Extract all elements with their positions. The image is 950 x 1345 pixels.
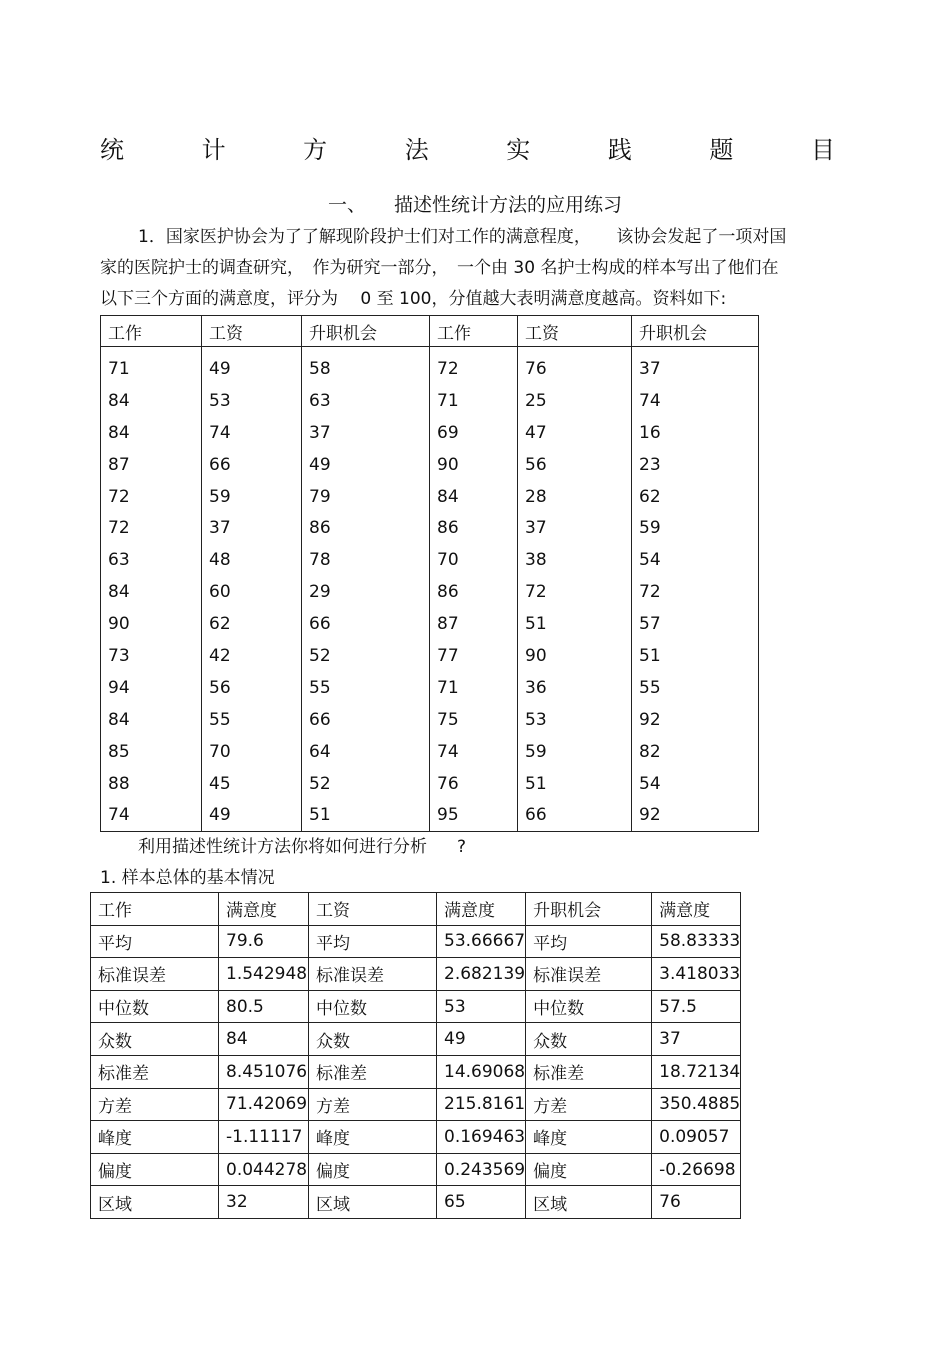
table-cell: 75 [430, 704, 518, 736]
table-cell: 90 [101, 608, 202, 640]
table-cell: 53.66667 [437, 925, 526, 958]
header-cell: 工资 [518, 316, 632, 347]
table-cell: 88 [101, 768, 202, 800]
table-cell: 51 [302, 799, 430, 831]
header-cell: 工作 [101, 316, 202, 347]
table-row [91, 1186, 741, 1219]
title-char: 实 [506, 136, 531, 164]
table-cell: 方差 [526, 1088, 652, 1121]
table-cell: 70 [430, 544, 518, 576]
table-cell: 84 [430, 481, 518, 513]
header-cell: 满意度 [437, 893, 526, 926]
table-cell: 66 [202, 449, 302, 481]
table-header-row [101, 316, 759, 347]
table-cell: 72 [632, 576, 759, 608]
table-cell: 92 [632, 799, 759, 831]
table-cell: 55 [632, 672, 759, 704]
table-cell: 62 [632, 481, 759, 513]
title-char: 目 [810, 136, 835, 164]
document-title [100, 130, 835, 165]
table-row [101, 640, 759, 672]
table-cell: 215.8161 [437, 1088, 526, 1121]
table-cell: 中位数 [526, 990, 652, 1023]
table-cell: 区域 [526, 1186, 652, 1219]
table-cell: 74 [101, 799, 202, 831]
table-row [91, 1121, 741, 1154]
table-row [101, 512, 759, 544]
table-cell: 82 [632, 736, 759, 768]
section-heading [0, 190, 950, 217]
table-cell: 37 [518, 512, 632, 544]
table-cell: 38 [518, 544, 632, 576]
table-cell: 57.5 [652, 990, 741, 1023]
table-cell: 23 [632, 449, 759, 481]
table-cell: 53 [437, 990, 526, 1023]
table-cell: 峰度 [91, 1121, 219, 1154]
table-cell: 方差 [309, 1088, 437, 1121]
table-cell: 53 [518, 704, 632, 736]
table-cell: 55 [302, 672, 430, 704]
table-cell: 86 [430, 576, 518, 608]
table-row [91, 1153, 741, 1186]
table-cell: 52 [302, 768, 430, 800]
table-cell: 86 [430, 512, 518, 544]
table-cell: 标准差 [91, 1055, 219, 1088]
intro-line: 以下三个方面的满意度，评分为 0 至 100，分值越大表明满意度越高。资料如下: [100, 289, 727, 309]
table-cell: 65 [437, 1186, 526, 1219]
table-cell: 众数 [91, 1023, 219, 1056]
table-cell: 标准差 [309, 1055, 437, 1088]
table-cell: 0.044278 [219, 1153, 309, 1186]
table-cell: 标准误差 [526, 958, 652, 991]
table-row [101, 608, 759, 640]
table-cell: 55 [202, 704, 302, 736]
table-cell: 59 [202, 481, 302, 513]
table-cell: 方差 [91, 1088, 219, 1121]
table-cell: 0.09057 [652, 1121, 741, 1154]
table-cell: 45 [202, 768, 302, 800]
section-title: 描述性统计方法的应用练习 [394, 194, 623, 216]
header-cell: 工作 [430, 316, 518, 347]
table-cell: 中位数 [91, 990, 219, 1023]
table-cell: 42 [202, 640, 302, 672]
table-header-row [91, 893, 741, 926]
question-mark: ? [457, 837, 467, 857]
table-cell: -0.26698 [652, 1153, 741, 1186]
table-cell: 66 [518, 799, 632, 831]
table-cell: 中位数 [309, 990, 437, 1023]
table-cell: 76 [430, 768, 518, 800]
table-cell: 37 [202, 512, 302, 544]
table-row [101, 544, 759, 576]
table-cell: 16 [632, 417, 759, 449]
table-cell: 95 [430, 799, 518, 831]
table-row [101, 347, 759, 385]
table-cell: 56 [518, 449, 632, 481]
table-row [91, 1023, 741, 1056]
table-cell: 25 [518, 385, 632, 417]
intro-line: 家的医院护士的调查研究， 作为研究一部分， 一个由 30 名护士构成的样本写出了他们在 [100, 258, 779, 278]
table-cell: 3.418033 [652, 958, 741, 991]
table-cell: 92 [632, 704, 759, 736]
table-cell: 53 [202, 385, 302, 417]
table-row [101, 417, 759, 449]
table-cell: 37 [302, 417, 430, 449]
table-row [101, 385, 759, 417]
table-row [91, 1055, 741, 1088]
table-cell: 84 [101, 417, 202, 449]
table-cell: 71.42069 [219, 1088, 309, 1121]
table-cell: 众数 [309, 1023, 437, 1056]
table-cell: -1.11117 [219, 1121, 309, 1154]
table-cell: 平均 [309, 925, 437, 958]
table-row [101, 768, 759, 800]
table-row [91, 958, 741, 991]
table-cell: 14.69068 [437, 1055, 526, 1088]
table-cell: 36 [518, 672, 632, 704]
table-cell: 2.682139 [437, 958, 526, 991]
header-cell: 工资 [309, 893, 437, 926]
table-cell: 79.6 [219, 925, 309, 958]
table-cell: 偏度 [91, 1153, 219, 1186]
table-cell: 48 [202, 544, 302, 576]
table-cell: 28 [518, 481, 632, 513]
table-cell: 59 [518, 736, 632, 768]
table-cell: 49 [302, 449, 430, 481]
header-cell: 升职机会 [632, 316, 759, 347]
table-cell: 86 [302, 512, 430, 544]
table-cell: 85 [101, 736, 202, 768]
table-row [91, 925, 741, 958]
title-char: 统 [100, 136, 124, 164]
table-cell: 74 [430, 736, 518, 768]
title-char: 法 [404, 136, 429, 164]
table-cell: 51 [518, 768, 632, 800]
table-cell: 66 [302, 608, 430, 640]
table-cell: 56 [202, 672, 302, 704]
table-cell: 1.542948 [219, 958, 309, 991]
table-cell: 71 [101, 347, 202, 385]
table-row [101, 449, 759, 481]
table-cell: 18.72134 [652, 1055, 741, 1088]
table-cell: 49 [202, 347, 302, 385]
table-row [101, 799, 759, 831]
table-cell: 51 [518, 608, 632, 640]
table-cell: 52 [302, 640, 430, 672]
table-cell: 74 [632, 385, 759, 417]
table-cell: 49 [437, 1023, 526, 1056]
table-cell: 平均 [91, 925, 219, 958]
table-cell: 70 [202, 736, 302, 768]
table-cell: 71 [430, 672, 518, 704]
table-cell: 80.5 [219, 990, 309, 1023]
table-cell: 偏度 [309, 1153, 437, 1186]
table-cell: 72 [101, 512, 202, 544]
header-cell: 工作 [91, 893, 219, 926]
table-cell: 49 [202, 799, 302, 831]
table-cell: 84 [101, 576, 202, 608]
table-cell: 77 [430, 640, 518, 672]
header-cell: 升职机会 [526, 893, 652, 926]
table-cell: 54 [632, 768, 759, 800]
title-char: 践 [607, 136, 632, 164]
table-cell: 区域 [309, 1186, 437, 1219]
table-cell: 平均 [526, 925, 652, 958]
table-cell: 51 [632, 640, 759, 672]
intro-paragraph [100, 222, 830, 315]
analysis-question [138, 832, 466, 857]
table-cell: 66 [302, 704, 430, 736]
table-cell: 76 [652, 1186, 741, 1219]
table-cell: 37 [632, 347, 759, 385]
table-cell: 区域 [91, 1186, 219, 1219]
table-row [101, 481, 759, 513]
table-row [101, 704, 759, 736]
table-cell: 峰度 [309, 1121, 437, 1154]
table-cell: 众数 [526, 1023, 652, 1056]
table-cell: 72 [101, 481, 202, 513]
table-row [91, 990, 741, 1023]
descriptive-stats-table [90, 892, 741, 1219]
table-cell: 47 [518, 417, 632, 449]
table-cell: 59 [632, 512, 759, 544]
table-cell: 69 [430, 417, 518, 449]
table-cell: 32 [219, 1186, 309, 1219]
table-cell: 标准差 [526, 1055, 652, 1088]
table-cell: 87 [101, 449, 202, 481]
table-cell: 84 [219, 1023, 309, 1056]
table-cell: 74 [202, 417, 302, 449]
table-cell: 73 [101, 640, 202, 672]
table-cell: 标准误差 [309, 958, 437, 991]
table-cell: 62 [202, 608, 302, 640]
table-cell: 37 [652, 1023, 741, 1056]
table-cell: 63 [101, 544, 202, 576]
title-char: 题 [709, 136, 734, 164]
intro-line: 1．国家医护协会为了了解现阶段护士们对工作的满意程度， 该协会发起了一项对国 [138, 227, 787, 247]
table-cell: 350.4885 [652, 1088, 741, 1121]
table-cell: 峰度 [526, 1121, 652, 1154]
question-text: 利用描述性统计方法你将如何进行分析 [138, 837, 427, 857]
table-cell: 87 [430, 608, 518, 640]
table-cell: 57 [632, 608, 759, 640]
table-cell: 90 [518, 640, 632, 672]
table-cell: 0.169463 [437, 1121, 526, 1154]
table-row [101, 736, 759, 768]
table-cell: 0.243569 [437, 1153, 526, 1186]
table-cell: 58.83333 [652, 925, 741, 958]
table-cell: 64 [302, 736, 430, 768]
header-cell: 满意度 [652, 893, 741, 926]
table-cell: 54 [632, 544, 759, 576]
table-cell: 29 [302, 576, 430, 608]
table-cell: 标准误差 [91, 958, 219, 991]
table-cell: 8.451076 [219, 1055, 309, 1088]
title-char: 计 [201, 136, 226, 164]
table-cell: 72 [518, 576, 632, 608]
header-cell: 满意度 [219, 893, 309, 926]
survey-data-table [100, 315, 759, 832]
table-row [101, 672, 759, 704]
table-cell: 60 [202, 576, 302, 608]
table-cell: 偏度 [526, 1153, 652, 1186]
section-number: 一、 [327, 194, 366, 216]
table-cell: 76 [518, 347, 632, 385]
table-cell: 63 [302, 385, 430, 417]
title-char: 方 [303, 136, 328, 164]
table-cell: 94 [101, 672, 202, 704]
table-row [91, 1088, 741, 1121]
table-cell: 58 [302, 347, 430, 385]
table-cell: 90 [430, 449, 518, 481]
table-cell: 84 [101, 704, 202, 736]
table-cell: 84 [101, 385, 202, 417]
subheading: 1. 样本总体的基本情况 [100, 868, 275, 888]
header-cell: 工资 [202, 316, 302, 347]
table-cell: 72 [430, 347, 518, 385]
table-cell: 71 [430, 385, 518, 417]
table-cell: 79 [302, 481, 430, 513]
table-row [101, 576, 759, 608]
header-cell: 升职机会 [302, 316, 430, 347]
table-cell: 78 [302, 544, 430, 576]
